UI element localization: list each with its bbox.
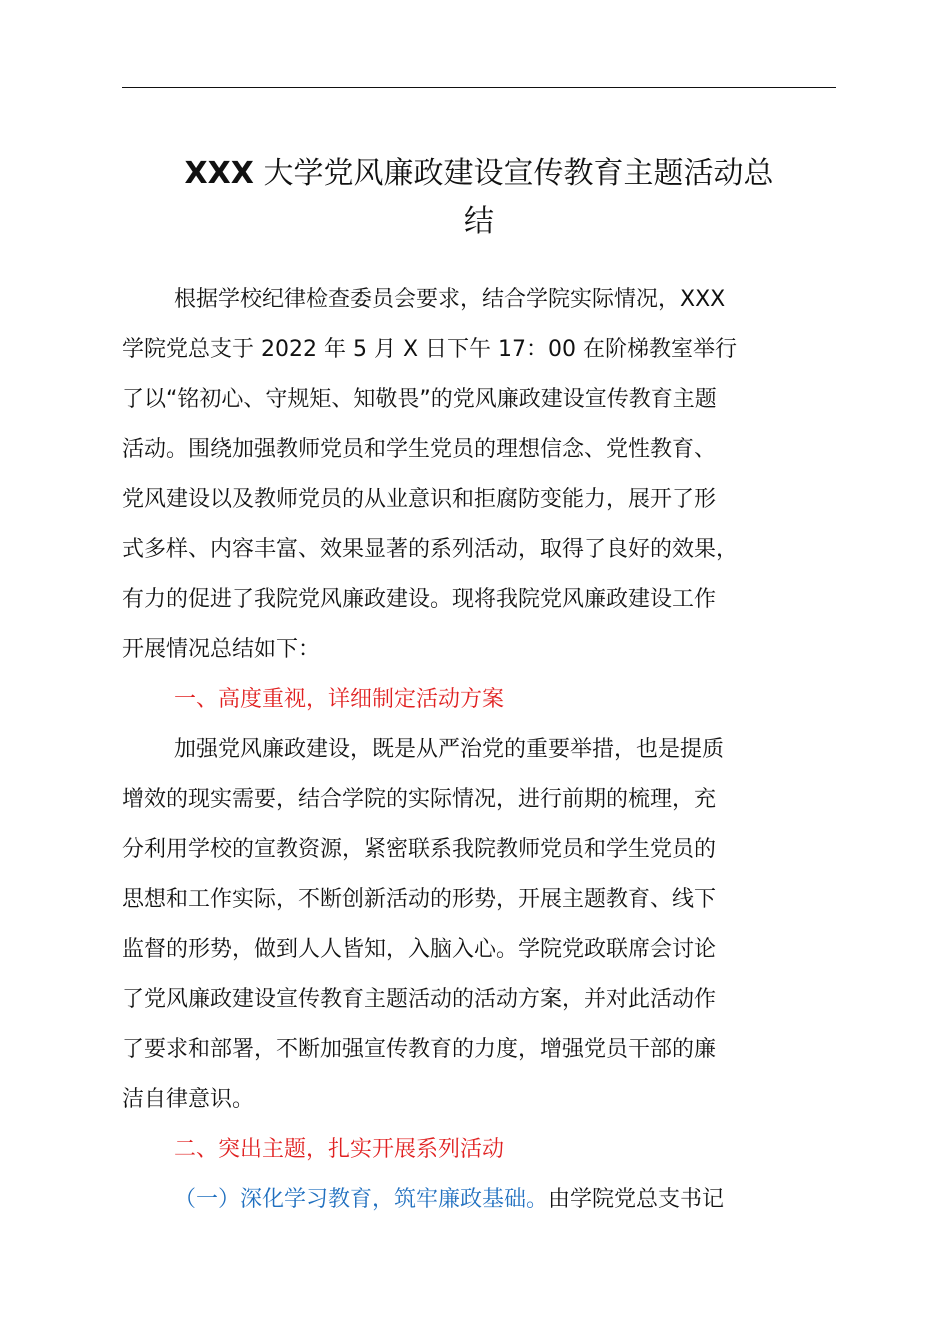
title-cjk-part: 大学党风廉政建设宣传教育主题活动总: [253, 156, 774, 191]
paragraph-3-text: 由学院党总支书记: [548, 1187, 725, 1212]
section-heading-2: 二、突出主题，扎实开展系列活动: [174, 1137, 505, 1162]
paragraph-1-line-1: 根据学校纪律检查委员会要求，结合学院实际情况，XXX: [174, 287, 726, 312]
paragraph-2-line-5: 监督的形势，做到人人皆知，入脑入心。学院党政联席会讨论: [122, 937, 717, 962]
document-body: [122, 280, 838, 1230]
paragraph-2-line-2: 增效的现实需要，结合学院的实际情况，进行前期的梳理，充: [122, 787, 717, 812]
paragraph-1-line-7: 有力的促进了我院党风廉政建设。现将我院党风廉政建设工作: [122, 587, 717, 612]
section-heading-1: 一、高度重视，详细制定活动方案: [174, 687, 505, 712]
paragraph-1-line-8: 开展情况总结如下：: [122, 637, 321, 662]
paragraph-2-line-1: 加强党风廉政建设，既是从严治党的重要举措，也是提质: [174, 737, 725, 762]
title-line-1: [122, 150, 836, 198]
document-title: [122, 150, 836, 246]
paragraph-1-line-6: 式多样、内容丰富、效果显著的系列活动，取得了良好的效果，: [122, 537, 739, 562]
paragraph-1-line-2: 学院党总支于 2022 年 5 月 X 日下午 17：00 在阶梯教室举行: [122, 337, 737, 362]
subsection-heading-1: （一）深化学习教育，筑牢廉政基础。: [174, 1187, 549, 1212]
paragraph-2-line-6: 了党风廉政建设宣传教育主题活动的活动方案，并对此活动作: [122, 987, 717, 1012]
paragraph-1-line-4: 活动。围绕加强教师党员和学生党员的理想信念、党性教育、: [122, 437, 717, 462]
paragraph-2-line-7: 了要求和部署，不断加强宣传教育的力度，增强党员干部的廉: [122, 1037, 717, 1062]
paragraph-2-line-8: 洁自律意识。: [122, 1087, 255, 1112]
header-rule: [122, 87, 836, 88]
paragraph-2-line-4: 思想和工作实际，不断创新活动的形势，开展主题教育、线下: [122, 887, 717, 912]
paragraph-3-line-1: [122, 1180, 838, 1230]
paragraph-1-line-3: 了以“铭初心、守规矩、知敬畏”的党风廉政建设宣传教育主题: [122, 387, 717, 412]
paragraph-1-line-5: 党风建设以及教师党员的从业意识和拒腐防变能力，展开了形: [122, 487, 717, 512]
title-line-2: 结: [464, 204, 494, 239]
paragraph-2-line-3: 分利用学校的宣教资源，紧密联系我院教师党员和学生党员的: [122, 837, 717, 862]
title-latin-part: XXX: [184, 156, 254, 191]
